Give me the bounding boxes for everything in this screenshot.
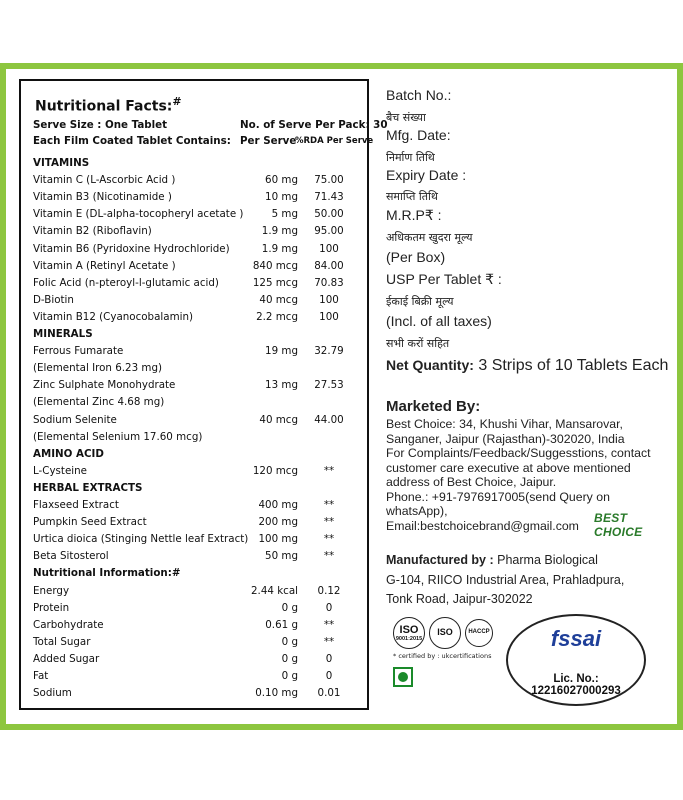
nutrient-row	[33, 463, 363, 479]
nutrient-name: MINERALS	[33, 328, 93, 340]
nutrient-name: Energy	[33, 584, 70, 597]
nutrient-name: L-Cysteine	[33, 464, 88, 477]
nutrient-name: Total Sugar	[33, 635, 91, 648]
nutrient-name: Vitamin B6 (Pyridoxine Hydrochloride)	[33, 242, 230, 255]
nutrient-name: HERBAL EXTRACTS	[33, 481, 143, 494]
nutrient-quantity: 5 mg	[271, 208, 298, 221]
nutrient-quantity: 1.9 mg	[261, 242, 298, 255]
nutrient-name: Sodium Selenite	[33, 413, 117, 426]
nutrient-rda: 100	[319, 242, 339, 255]
nutrient-row	[33, 275, 363, 291]
nutrient-rda: 27.53	[314, 379, 344, 392]
nutrient-name: Zinc Sulphate Monohydrate	[33, 379, 176, 392]
nutrient-row	[33, 600, 363, 616]
nutrient-rda: 100	[319, 310, 339, 323]
nutrient-quantity: 19 mg	[265, 345, 298, 358]
usp-label-hindi: ईकाई बिक्री मूल्य	[386, 295, 454, 308]
nutrient-name: Protein	[33, 601, 70, 614]
nutrient-name: Vitamin C (L-Ascorbic Acid )	[33, 174, 176, 187]
nutrient-quantity: 0 g	[281, 601, 298, 614]
mrp-label-hindi: अधिकतम खुदरा मूल्य	[386, 231, 473, 244]
manufacturer-line2: G-104, RIICO Industrial Area, Prahladpura,	[386, 573, 625, 587]
expiry-date-label: Expiry Date :	[386, 167, 467, 183]
nutrient-row	[33, 634, 363, 650]
nutrient-name: Vitamin A (Retinyl Acetate )	[33, 259, 176, 272]
nutrient-quantity: 40 mcg	[259, 413, 298, 426]
manufacturer-line3: Tonk Road, Jaipur-302022	[386, 592, 533, 606]
nutrient-rda: **	[323, 533, 335, 546]
nutrient-quantity: 400 mg	[258, 499, 298, 511]
nutrient-rda: 70.83	[314, 276, 344, 289]
nutrition-title: Nutritional Facts:#	[35, 95, 182, 115]
iso-badge: ISO	[429, 617, 461, 649]
nutrient-name: Folic Acid (n-pteroyl-l-glutamic acid)	[33, 276, 219, 289]
nutrient-quantity: 2.2 mcg	[256, 310, 298, 323]
nutrient-rda: **	[323, 516, 335, 529]
vegetarian-mark-icon	[393, 667, 413, 687]
nutrient-row	[33, 497, 363, 513]
label-panel	[6, 69, 677, 724]
nutrient-quantity: 200 mg	[258, 516, 298, 529]
nutrient-rda: 0	[325, 652, 333, 665]
nutrient-quantity: 50 mg	[265, 550, 298, 563]
nutrient-row	[33, 668, 363, 684]
nutrient-rda: 84.00	[314, 259, 344, 272]
nutrient-rda: 100	[319, 293, 339, 306]
iso-9001-badge: ISO 9001:2015	[393, 617, 425, 649]
net-quantity: Net Quantity: 3 Strips of 10 Tablets Each	[386, 357, 669, 374]
section-header	[33, 565, 363, 581]
nutrient-name: Sodium	[33, 687, 72, 700]
serves-per-pack: No. of Serve Per Pack: 30	[240, 119, 388, 131]
nutrient-quantity: 10 mg	[265, 191, 298, 204]
nutrient-name: Pumpkin Seed Extract	[33, 516, 147, 529]
nutrient-quantity: 0 g	[281, 635, 298, 648]
nutrient-rda: 75.00	[314, 174, 344, 187]
green-frame	[0, 63, 683, 730]
nutrient-name: (Elemental Iron 6.23 mg)	[33, 362, 163, 375]
nutrient-quantity: 1.9 mg	[261, 225, 298, 238]
nutrient-row	[33, 394, 363, 410]
nutrient-name: Vitamin B12 (Cyanocobalamin)	[33, 310, 194, 323]
column-header-row	[33, 133, 374, 149]
info-column	[386, 69, 676, 724]
section-header	[33, 480, 363, 496]
mrp-label: M.R.P₹ :	[386, 207, 442, 223]
nutrient-row	[33, 309, 363, 325]
nutrient-rda: **	[323, 464, 335, 477]
nutrient-name: Flaxseed Extract	[33, 499, 119, 511]
serve-size: Serve Size : One Tablet	[33, 119, 168, 131]
nutrient-row	[33, 685, 363, 701]
nutrient-name: (Elemental Zinc 4.68 mg)	[33, 396, 165, 409]
nutrient-rda: 44.00	[314, 413, 344, 426]
nutrient-quantity: 0.61 g	[265, 618, 298, 631]
nutrient-row	[33, 514, 363, 530]
nutrient-row	[33, 292, 363, 308]
nutrient-quantity: 840 mcg	[252, 259, 298, 272]
certified-by-text: * certified by : ukcertifications	[393, 652, 492, 660]
nutrient-row	[33, 412, 363, 428]
nutrient-rda: 0	[325, 670, 333, 682]
nutrient-rda: **	[323, 635, 335, 648]
best-choice-logo: BEST CHOICE	[594, 511, 643, 539]
section-header	[33, 155, 363, 171]
nutrient-name: Vitamin E (DL-alpha-tocopheryl acetate )	[33, 208, 244, 221]
rda-header: %RDA Per Serve	[295, 136, 374, 146]
nutrient-row	[33, 172, 363, 188]
per-box-label: (Per Box)	[386, 249, 446, 265]
nutrient-name: Carbohydrate	[33, 618, 104, 631]
nutrient-row	[33, 429, 363, 445]
batch-label-hindi: बैच संख्या	[386, 111, 426, 124]
nutrient-name: VITAMINS	[33, 157, 90, 169]
nutrient-row	[33, 241, 363, 257]
nutrient-quantity: 0.10 mg	[255, 687, 298, 700]
nutrient-row	[33, 651, 363, 667]
fssai-license-number: Lic. No.: 12216027000293	[531, 673, 621, 697]
marketer-address: Best Choice: 34, Khushi Vihar, Mansarovar, Sanganer, Jaipur (Rajasthan)-302020, India For Complaints/Feedback/Suggesstions, contact customer care executive at above mentioned address of Best Choice, Jaipur. Phone.: +91-7976917005(send Query on whatsApp), Email:bestchoicebrand@gmail.com	[386, 417, 651, 533]
per-serve-header: Per Serve	[240, 135, 297, 147]
nutrient-rda: **	[323, 550, 335, 563]
nutrient-row	[33, 343, 363, 359]
incl-taxes-label-hindi: सभी करों सहित	[386, 337, 450, 350]
expiry-date-label-hindi: समाप्ति तिथि	[386, 190, 438, 203]
nutrient-quantity: 120 mcg	[252, 464, 298, 477]
nutrient-name: Ferrous Fumarate	[33, 345, 124, 358]
usp-label: USP Per Tablet ₹ :	[386, 271, 502, 287]
nutrient-rda: 95.00	[314, 225, 344, 238]
nutrient-quantity: 13 mg	[265, 379, 298, 392]
section-header	[33, 446, 363, 462]
nutrient-rda: 50.00	[314, 208, 344, 221]
nutrient-name: Fat	[33, 670, 49, 682]
nutrient-name: AMINO ACID	[33, 447, 104, 460]
mfg-date-label-hindi: निर्माण तिथि	[386, 151, 435, 164]
nutrient-name: (Elemental Selenium 17.60 mcg)	[33, 430, 203, 443]
nutrient-row	[33, 258, 363, 274]
nutrient-name: Nutritional Information:#	[33, 567, 181, 580]
nutrient-rda: 0	[325, 601, 333, 614]
fssai-logo: fssai Lic. No.: 12216027000293	[506, 614, 646, 706]
nutrition-facts-box	[19, 79, 388, 710]
nutrient-rda: 0.01	[317, 687, 341, 700]
nutrient-row	[33, 360, 363, 376]
nutrient-rda: 0.12	[317, 584, 341, 597]
nutrient-row	[33, 377, 363, 393]
nutrient-name: D-Biotin	[33, 293, 74, 306]
each-tablet-label: Each Film Coated Tablet Contains:	[33, 135, 231, 147]
nutrient-name: Urtica dioica (Stinging Nettle leaf Extract)	[33, 533, 249, 546]
manufacturer-line1: Manufactured by : Pharma Biological	[386, 553, 598, 567]
nutrient-row	[33, 548, 363, 564]
mfg-date-label: Mfg. Date:	[386, 127, 451, 143]
nutrient-row	[33, 189, 363, 205]
nutrient-rda: **	[323, 499, 335, 511]
nutrient-rda: 32.79	[314, 345, 344, 358]
nutrient-quantity: 2.44 kcal	[251, 584, 298, 597]
nutrient-name: Beta Sitosterol	[33, 550, 109, 563]
nutrient-quantity: 40 mcg	[259, 293, 298, 306]
batch-label: Batch No.:	[386, 87, 452, 103]
nutrient-row	[33, 223, 363, 239]
nutrient-quantity: 0 g	[281, 652, 298, 665]
nutrient-rda: 71.43	[314, 191, 344, 204]
nutrient-name: Added Sugar	[33, 652, 100, 665]
nutrient-row	[33, 531, 363, 547]
marketed-by-heading: Marketed By:	[386, 398, 481, 415]
nutrient-quantity: 0 g	[281, 670, 298, 682]
nutrient-row	[33, 583, 363, 599]
nutrient-name: Vitamin B2 (Riboflavin)	[33, 225, 152, 238]
nutrient-row	[33, 617, 363, 633]
nutrient-quantity: 125 mcg	[252, 276, 298, 289]
section-header	[33, 326, 363, 342]
serve-size-row	[33, 117, 388, 133]
nutrient-quantity: 60 mg	[265, 174, 298, 187]
haccp-badge: HACCP	[465, 619, 493, 647]
nutrient-rda: **	[323, 618, 335, 631]
incl-taxes-label: (Incl. of all taxes)	[386, 313, 492, 329]
nutrient-name: Vitamin B3 (Nicotinamide )	[33, 191, 172, 204]
nutrient-row	[33, 206, 363, 222]
nutrient-quantity: 100 mg	[258, 533, 298, 546]
